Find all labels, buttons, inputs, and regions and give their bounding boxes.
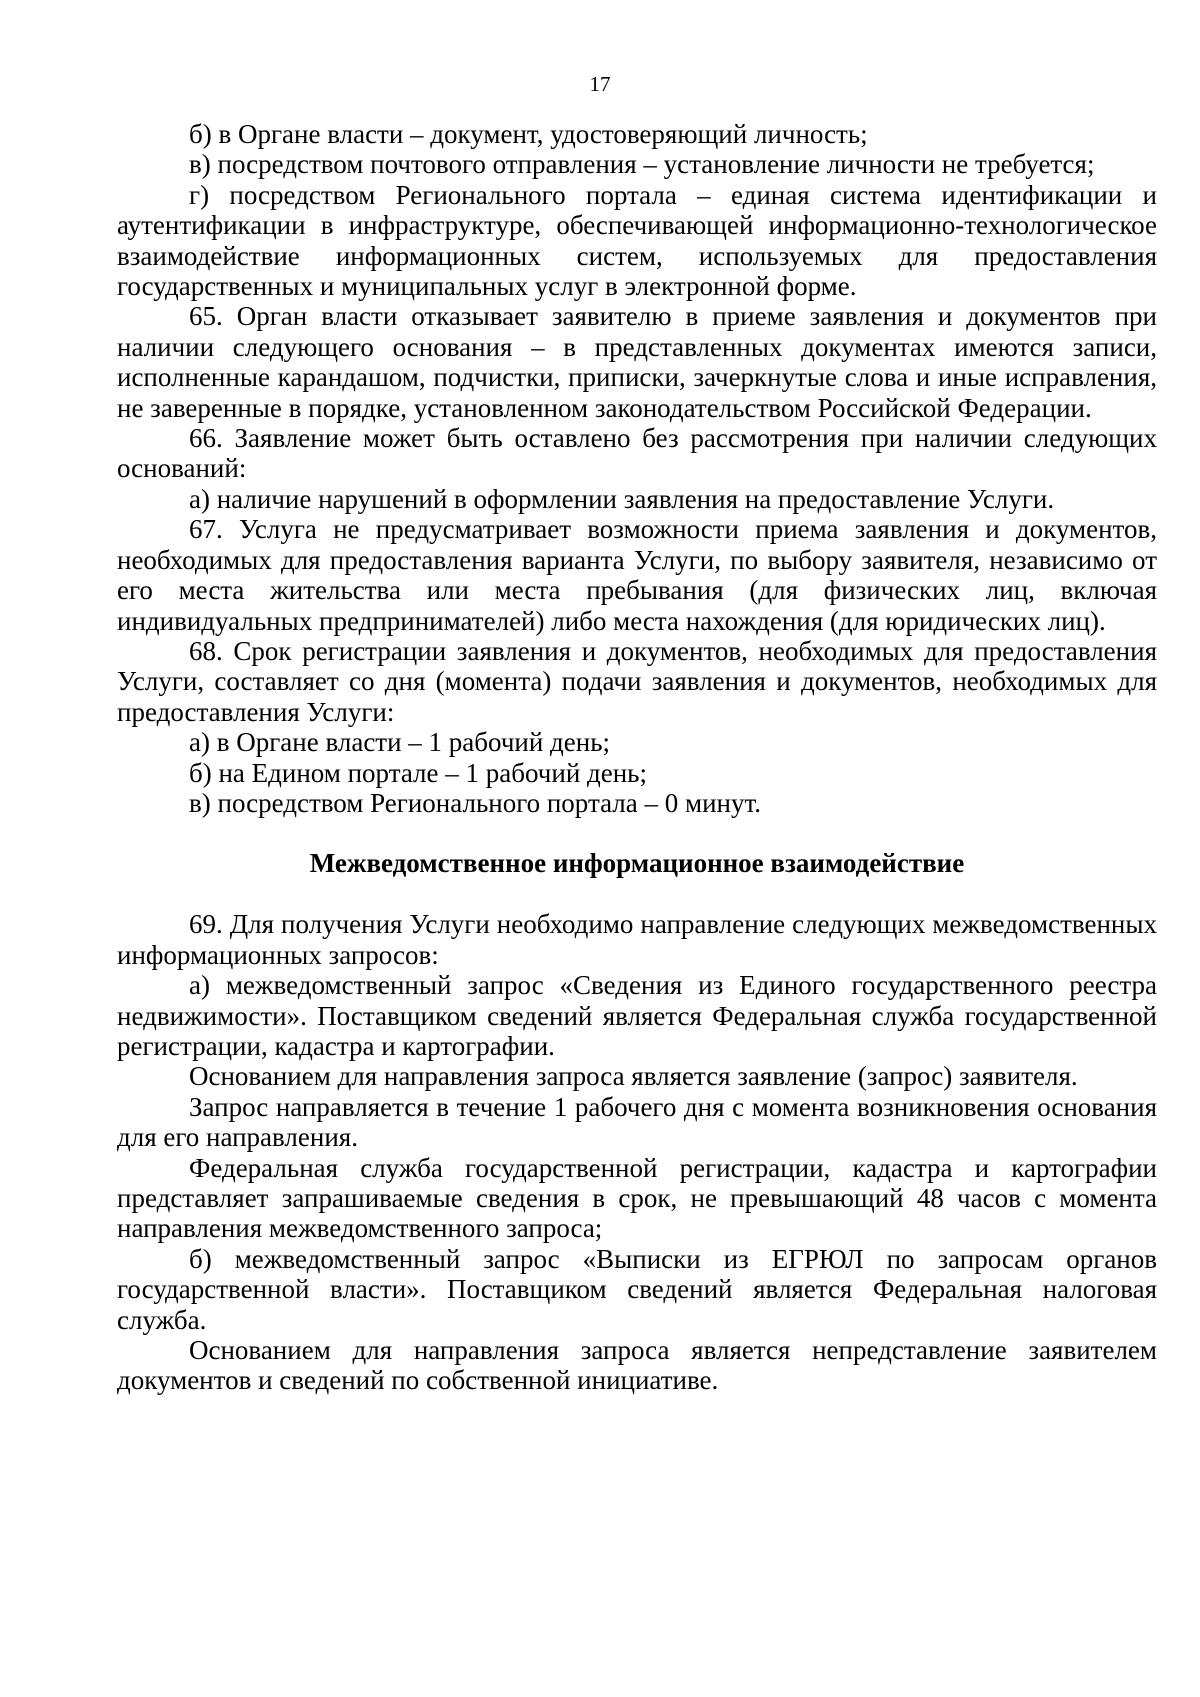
paragraph-66: 66. Заявление может быть оставлено без рассмотрения при наличии следующих оснований: [117,423,1157,484]
section-heading: Межведомственное информационное взаимодействие [309,848,965,879]
paragraph-68-a: а) в Органе власти – 1 рабочий день; [189,727,611,758]
paragraph-65: 65. Орган власти отказывает заявителю в приеме заявления и документов при наличии следующего основания – в представленных документах имеются записи, исполненные карандашом, подчистки, приписки, зачеркнутые слова и иные исправления, не заверенные в порядке, установленном законодательством Российской Федерации. [117,301,1157,423]
document-body [117,119,1157,1396]
paragraph-69-a-response: Федеральная служба государственной регистрации, кадастра и картографии представляет запрашиваемые сведения в срок, не превышающий 48 часов с момента направления межведомственного запроса; [117,1152,1157,1244]
paragraph-69-a-timing: Запрос направляется в течение 1 рабочего дня с момента возникновения основания для его направления. [117,1091,1157,1153]
paragraph-69-b-basis: Основанием для направления запроса является непредставление заявителем документов и сведений по собственной инициативе. [117,1335,1157,1396]
paragraph-69: 69. Для получения Услуги необходимо направление следующих межведомственных информационных запросов: [117,909,1157,970]
paragraph-identity-authority: б) в Органе власти – документ, удостоверяющий личность; [189,119,868,149]
paragraph-69-b: б) межведомственный запрос «Выписки из ЕГРЮЛ по запросам органов государственной власти». Поставщиком сведений является Федеральная налоговая служба. [117,1243,1157,1335]
paragraph-69-a: а) межведомственный запрос «Сведения из Единого государственного реестра недвижимости». Поставщиком сведений является Федеральная служба государственной регистрации, кадастра и картографии. [117,970,1157,1061]
paragraph-68-c: в) посредством Регионального портала – 0 минут. [189,787,762,818]
page-number: 17 [589,72,611,96]
paragraph-identity-portal: г) посредством Регионального портала – единая система идентификации и аутентификации в инфраструктуре, обеспечивающей информационно-технологическое взаимодействие информационных систем, используемых для предоставления государственных и муниципальных услуг в электронной форме. [117,179,1157,302]
paragraph-identity-post: в) посредством почтового отправления – установление личности не требуется; [189,149,1095,180]
paragraph-68: 68. Срок регистрации заявления и документов, необходимых для предоставления Услуги, составляет со дня (момента) подачи заявления и документов, необходимых для предоставления Услуги: [117,635,1157,727]
paragraph-69-a-basis: Основанием для направления запроса является заявление (запрос) заявителя. [189,1061,1078,1092]
paragraph-67: 67. Услуга не предусматривает возможности приема заявления и документов, необходимых для предоставления варианта Услуги, по выбору заявителя, независимо от его места жительства или места пребывания (для физических лиц, включая индивидуальных предпринимателей) либо места нахождения (для юридических лиц). [117,514,1157,636]
paragraph-66-a: а) наличие нарушений в оформлении заявления на предоставление Услуги. [189,483,1055,514]
paragraph-68-b: б) на Едином портале – 1 рабочий день; [189,757,647,788]
